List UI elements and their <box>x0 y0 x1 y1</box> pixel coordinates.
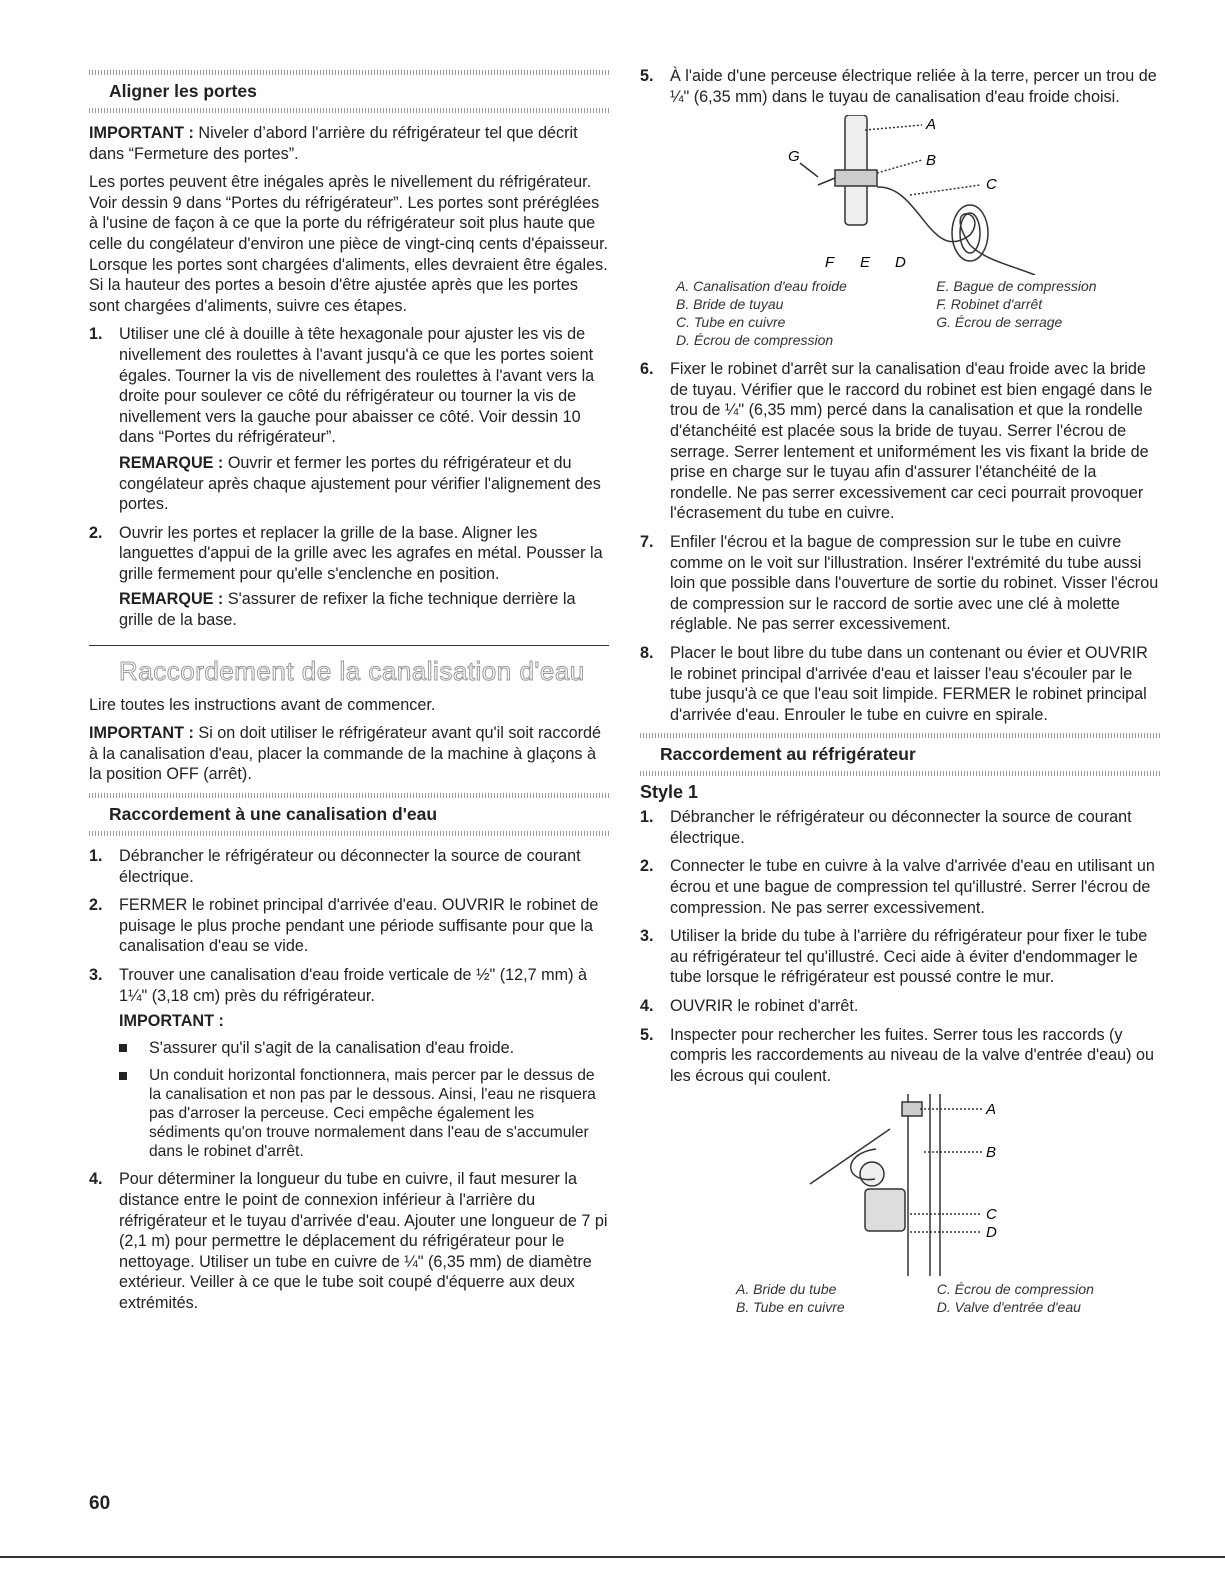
connect-steps <box>89 846 609 1314</box>
divider <box>89 645 609 646</box>
note: REMARQUE : S'assurer de refixer la fiche technique derrière la grille de la base. <box>119 590 576 630</box>
list-item: 5. À l'aide d'une perceuse électrique reliée à la terre, percer un trou de ¼" (6,35 mm) dans le tuyau de canalisation d'eau froide choisi. <box>640 67 1157 106</box>
bottom-rule <box>0 1556 1225 1558</box>
shutoff-valve-figure <box>640 115 1160 275</box>
style-steps <box>640 807 1160 1086</box>
bullet-item: S'assurer qu'il s'agit de la canalisation d'eau froide. <box>119 1038 609 1059</box>
section-rule <box>640 771 1160 776</box>
fig1-label-f: F <box>825 254 835 272</box>
bullet-list <box>119 1038 609 1162</box>
fig2-label-b: B <box>986 1144 997 1162</box>
list-item: 5. Inspecter pour rechercher les fuites. Serrer tous les raccords (y compris les raccordements au niveau de la valve d'entrée d'eau) ou les écrous qui coulent. <box>640 1025 1154 1085</box>
right-column <box>640 66 1160 1316</box>
fridge-connection-heading: Raccordement au réfrigérateur <box>660 744 916 765</box>
valve-steps <box>640 359 1160 725</box>
fig1-label-e: E <box>860 254 871 272</box>
list-item: 4. OUVRIR le robinet d'arrêt. <box>640 997 859 1016</box>
connect-heading: Raccordement à une canalisation d'eau <box>109 804 438 825</box>
bullet-icon <box>119 1072 127 1080</box>
list-item: 2. FERMER le robinet principal d'arrivée d'eau. OUVRIR le robinet de puisage le plus proche pendant une période suffisante pour que la canalisation d'eau se vide. <box>89 896 599 956</box>
list-item: 4. Pour déterminer la longueur du tube en cuivre, il faut mesurer la distance entre le point de connexion inférieur à l'arrière du réfrigérateur et le tuyau d'arrivée d'eau. Ajouter une longueur de 7 pi (2,1 m) pour permettre le déplacement du réfrigérateur pour le nettoyage. Utiliser un tube en cuivre de ¼" (6,35 mm) de diamètre extérieur. Veiller à ce que le tube soit coupé d'équerre aux deux extrémités. <box>89 1170 608 1312</box>
fig1-label-a: A <box>926 116 937 134</box>
fig1-captions: A. Canalisation d'eau froide E. Bague de compression B. Bride de tuyau F. Robinet d'arrêt C. Tube en cuivre G. Écrou de serrage D. Écrou de compression <box>676 278 1097 349</box>
list-item: 2. Connecter le tube en cuivre à la valve d'arrivée d'eau en utilisant un écrou et une bague de compression tel qu'illustré. Serrer l'écrou de compression. Ne pas serrer excessivement. <box>640 857 1155 917</box>
important-note: IMPORTANT : Niveler d’abord l'arrière du réfrigérateur tel que décrit dans “Fermeture des portes”. <box>89 124 578 163</box>
fig2-label-a: A <box>986 1101 997 1119</box>
shutoff-valve-illustration <box>640 115 1160 275</box>
left-column <box>89 70 609 1322</box>
read-instructions: Lire toutes les instructions avant de commencer. <box>89 695 436 714</box>
drill-step <box>640 66 1160 107</box>
section-rule <box>89 831 609 836</box>
fig2-label-d: D <box>986 1224 997 1242</box>
fig2-label-c: C <box>986 1206 997 1224</box>
fig2-captions: A. Bride du tube C. Écrou de compression B. Tube en cuivre D. Valve d'entrée d'eau <box>736 1281 1094 1316</box>
align-doors-heading: Aligner les portes <box>109 81 257 101</box>
list-item: 1. Utiliser une clé à douille à tête hexagonale pour ajuster les vis de nivellement des roulettes à l'avant jusqu'à ce que les portes soient égales. Tourner la vis de nivellement des roulettes à l'avant vers la droite pour soulever ce côté du réfrigérateur ou tourner la vis de nivellement vers la gauche pour abaisser ce côté. Voir dessin 10 dans “Portes du réfrigérateur”. REMARQUE : Ouvrir et fermer les portes du réfrigérateur et du congélateur après chaque ajustement pour vérifier l'alignement des portes. <box>89 324 609 514</box>
page-number: 60 <box>89 1493 111 1514</box>
list-item: 3. Trouver une canalisation d'eau froide verticale de ½" (12,7 mm) à 1¼" (3,18 cm) près du réfrigérateur. IMPORTANT : S'assurer qu'il s'agit de la canalisation d'eau froide. Un conduit horizontal fonctionnera, mais percer par le dessus de la canalisation et non pas par le dessous. Ainsi, l'eau ne risquera pas d'arroser la perceuse. Ceci empêche également les sédiments qu'on trouve normalement dans l'eau de s'accumuler dans le robinet d'arrêt. <box>89 965 609 1161</box>
fig1-label-g: G <box>788 148 800 166</box>
list-item: 8. Placer le bout libre du tube dans un contenant ou évier et OUVRIR le robinet principal d'arrivée d'eau et laisser l'eau s'écouler par le tube jusqu'à ce que l'eau soit limpide. FERMER le robinet principal d'arrivée d'eau. Enrouler le tube en cuivre en spirale. <box>640 643 1148 724</box>
water-valve-illustration <box>640 1094 1160 1276</box>
water-valve-figure <box>640 1094 1160 1276</box>
list-item: 1. Débrancher le réfrigérateur ou déconnecter la source de courant électrique. <box>640 808 1132 847</box>
list-item: 2. Ouvrir les portes et replacer la grille de la base. Aligner les languettes d'appui de la grille avec les agrafes en métal. Pousser la grille fermement pour qu'elle s'enclenche en position. REMARQUE : S'assurer de refixer la fiche technique derrière la grille de la base. <box>89 523 609 631</box>
note: REMARQUE : Ouvrir et fermer les portes du réfrigérateur et du congélateur après chaque ajustement pour vérifier l'alignement des portes. <box>119 453 601 514</box>
section-title: Raccordement de la canalisation d'eau <box>119 655 585 686</box>
list-item: 7. Enfiler l'écrou et la bague de compression sur le tube en cuivre comme on le voit sur l'illustration. Insérer l'extrémité du tube aussi loin que possible dans l'ouverture de sortie du robinet. Visser l'écrou de compression sur le raccord de sortie avec une clé à molette réglable. Ne pas serrer excessivement. <box>640 532 1159 634</box>
fig1-label-d: D <box>895 254 906 272</box>
align-steps <box>89 324 609 630</box>
bullet-item: Un conduit horizontal fonctionnera, mais percer par le dessus de la canalisation et non pas par le dessous. Ainsi, l'eau ne risquera pas d'arroser la perceuse. Ceci empêche également les sédiments qu'on trouve normalement dans l'eau de s'accumuler dans le robinet d'arrêt. <box>119 1066 609 1161</box>
list-item: 3. Utiliser la bride du tube à l'arrière du réfrigérateur pour fixer le tube au réfrigérateur tel qu'illustré. Ceci aide à éviter d'endommager le tube lorsque le réfrigérateur est poussé contre le mur. <box>640 927 1148 987</box>
fig1-label-b: B <box>926 152 937 170</box>
important-label: IMPORTANT : <box>119 1012 224 1031</box>
list-item: 6. Fixer le robinet d'arrêt sur la canalisation d'eau froide avec la bride de tuyau. Vérifier que le raccord du robinet est bien engagé dans le trou de ¼" (6,35 mm) percé dans la canalisation et que la rondelle d'étanchéité est placée sous la bride de tuyau. Serrer l'écrou de serrage. Serrer lentement et uniformément les vis fixant la bride de prise en charge sur le tuyau afin d'assurer l'étanchéité de la rondelle. Ne pas serrer excessivement car ceci pourrait provoquer l'écrasement du tube en cuivre. <box>640 360 1153 523</box>
intro-paragraph: Les portes peuvent être inégales après le nivellement du réfrigérateur. Voir dessin 9 dans “Portes du réfrigérateur”. Les portes sont préréglées à l'usine de façon à ce que la porte du réfrigérateur soit plus haute que celle du congélateur d'environ une pièce de vingt-cinq cents d'épaisseur. Lorsque les portes sont chargées d'aliments, elles devraient être égales. Si la hauteur des portes a besoin d'être ajustée après que les portes sont chargées d'aliments, suivre ces étapes. <box>89 173 609 315</box>
style-heading: Style 1 <box>640 782 699 803</box>
section-rule <box>89 108 609 113</box>
fig1-label-c: C <box>986 176 997 194</box>
list-item: 1. Débrancher le réfrigérateur ou déconnecter la source de courant électrique. <box>89 847 581 886</box>
important-note-2: IMPORTANT : Si on doit utiliser le réfrigérateur avant qu'il soit raccordé à la canalisation d'eau, placer la commande de la machine à glaçons à la position OFF (arrêt). <box>89 724 601 784</box>
bullet-icon <box>119 1044 127 1052</box>
